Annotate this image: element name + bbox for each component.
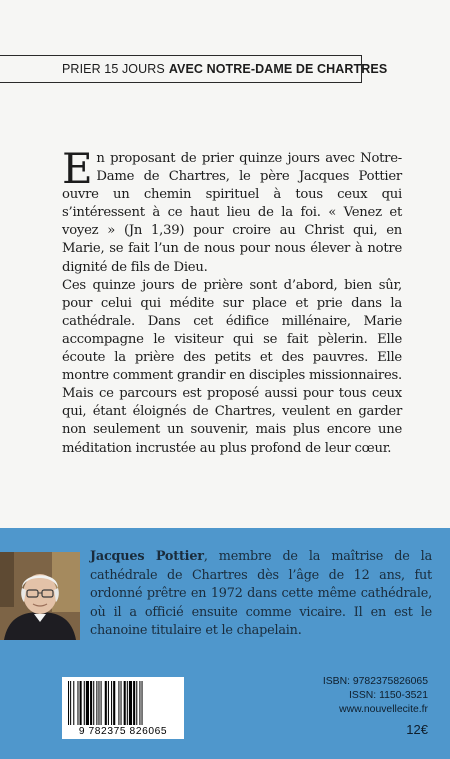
barcode-bar xyxy=(127,681,128,725)
barcode-bar xyxy=(121,681,122,725)
author-portrait-icon xyxy=(0,552,80,640)
barcode-bar xyxy=(70,681,71,725)
barcode-bar xyxy=(142,681,143,725)
barcode-bar xyxy=(90,681,92,725)
blurb-paragraph-1 xyxy=(62,144,402,277)
barcode-bar xyxy=(105,681,107,725)
barcode-bar xyxy=(111,681,112,725)
isbn-text: ISBN: 9782375826065 xyxy=(322,676,428,687)
barcode-bar xyxy=(101,681,102,725)
barcode-bar xyxy=(133,681,135,725)
back-cover-blurb xyxy=(62,144,402,458)
barcode-bar xyxy=(113,681,115,725)
barcode-bar xyxy=(98,681,99,725)
barcode-bar xyxy=(68,681,69,725)
barcode-icon xyxy=(66,681,180,725)
barcode xyxy=(62,677,184,739)
author-bio-text: , membre de la maîtrise de la cathédrale de Chartres dès l’âge de 12 ans, fut ordonné prêtre en 1972 dans cette même cathédrale, où il a officié ensuite comme vicaire. Il en est le chanoine titulaire et le chapelain. xyxy=(90,549,432,638)
barcode-bar xyxy=(129,681,132,725)
barcode-bar xyxy=(84,681,85,725)
barcode-bar xyxy=(86,681,89,725)
barcode-number: 9 782375 826065 xyxy=(78,726,168,737)
barcode-bar xyxy=(118,681,119,725)
blurb-paragraph-2: Ces quinze jours de prière sont d’abord, bien sûr, pour celui qui médite sur place et prie dans la cathédrale. Dans cet édifice millénaire, Marie accompagne le visiteur qui se fait pèlerin. Elle écoute la prière des petits et des pauvres. Elle montre comment grandir en disciples missionnaires. Mais ce parcours est proposé aussi pour tous ceux qui, étant éloignés de Chartres, veulent en garder non seulement un souvenir, mais plus encore une méditation incrustée au plus profond de leur cœur. xyxy=(62,277,402,456)
author-bio xyxy=(90,548,432,641)
barcode-bar xyxy=(73,681,74,725)
barcode-bar xyxy=(80,681,82,725)
barcode-bar xyxy=(77,681,78,725)
barcode-bar xyxy=(124,681,126,725)
author-name: Jacques Pottier xyxy=(90,549,204,564)
author-photo xyxy=(0,552,80,640)
publisher-info xyxy=(268,675,428,717)
barcode-bar xyxy=(136,681,137,725)
series-prefix: PRIER 15 JOURS xyxy=(62,62,165,76)
series-title: AVEC NOTRE-DAME DE CHARTRES xyxy=(168,62,388,76)
barcode-bar xyxy=(93,681,94,725)
barcode-bar xyxy=(108,681,109,725)
barcode-bar xyxy=(96,681,97,725)
barcode-bar xyxy=(139,681,140,725)
series-banner xyxy=(0,55,388,83)
price: 12€ xyxy=(406,722,428,737)
publisher-website: www.nouvellecite.fr xyxy=(339,704,428,715)
drop-cap: E xyxy=(62,144,93,193)
issn-text: ISSN: 1150-3521 xyxy=(349,690,428,701)
blurb-text-1: n proposant de prier quinze jours avec Notre-Dame de Chartres, le père Jacques Pottier ouvre un chemin spirituel à tous ceux qui s’intéressent à ce haut lieu de la foi. « Venez et voyez » (Jn 1,39) pour croire au Christ qui, en Marie, se fait l’un de nous pour nous élever à notre dignité de fils de Dieu. xyxy=(62,151,402,275)
